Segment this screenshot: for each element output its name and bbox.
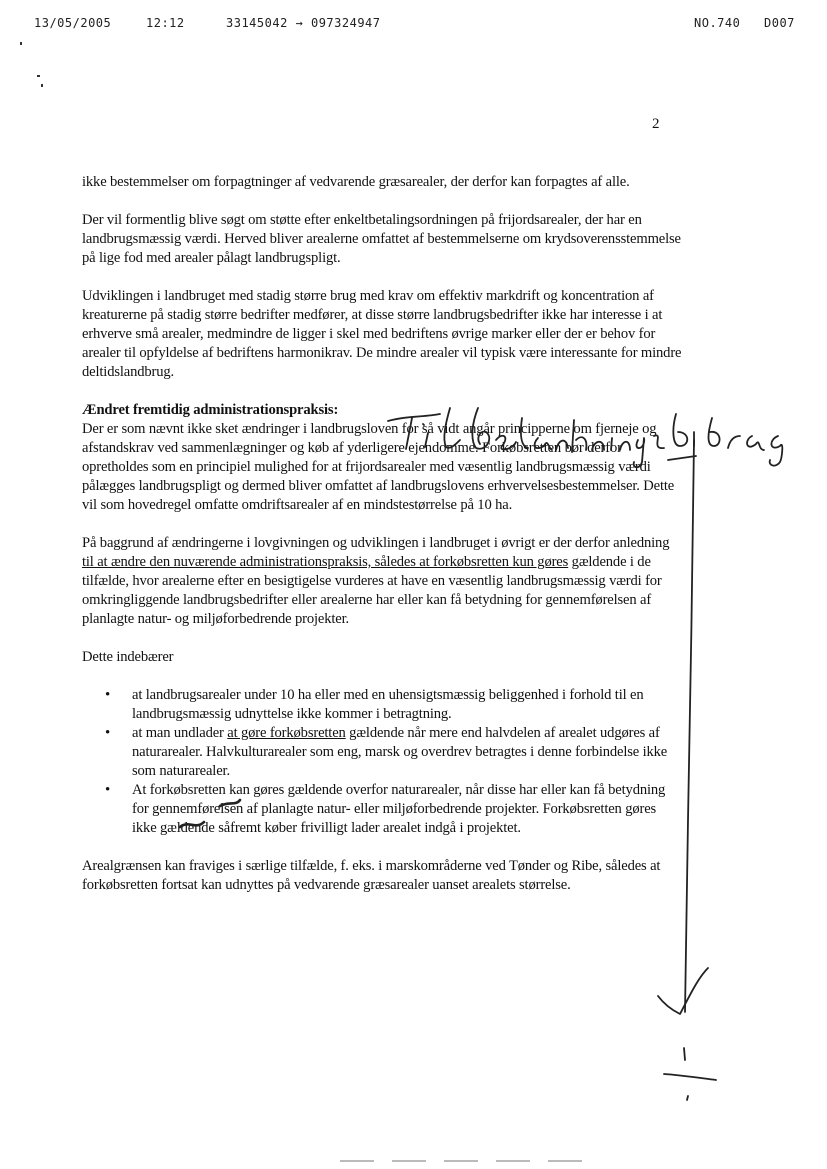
handwriting-sbidrag — [654, 414, 782, 466]
handwriting-dot — [687, 1096, 688, 1100]
handwriting-underscore — [664, 1074, 716, 1080]
handwriting-il — [423, 408, 460, 448]
handwriting-T — [388, 414, 440, 449]
fax-page: D007 — [764, 16, 795, 30]
fax-time: 12:12 — [146, 16, 185, 30]
paragraph-arealgraense: Arealgrænsen kan fraviges i særlige tilfælde, f. eks. i marskområderne ved Tønder og Ribe, således at forkøbsretten fortsat kan udnyttes på vedvarende græsarealer uanset arealets størrelse. — [82, 858, 661, 893]
text-run: gældende når mere end halvdelen af arealet udgøres af naturarealer. Halvkulturarealer som eng, marsk og overdrev betragtes i denne forbindelse ikke som naturarealer. — [132, 725, 668, 779]
scan-artifact — [444, 1160, 478, 1162]
handwriting-arrowhead-bottom — [658, 968, 708, 1014]
fax-date: 13/05/2005 — [34, 16, 112, 30]
list-item: • at landbrugsarealer under 10 ha eller med en uhensigtsmæssig beliggenhed i forhold til en landbrugsmæssig udnyttelse ikke kommer i betragtning. — [82, 686, 682, 724]
scan-artifact — [392, 1160, 426, 1162]
text-run: at man undlader — [132, 725, 228, 741]
list-item: • At forkøbsretten kan gøres gældende overfor naturarealer, når disse har eller kan få betydning for gennemførelsen af planlagte natur- eller miljøforbedrende projekter. Forkøbsretten gøres ikke gældende såfremt køber frivilligt lader arealet indgå i projektet. — [82, 781, 682, 838]
scan-artifact — [548, 1160, 582, 1162]
paragraph-forpagtning: ikke bestemmelser om forpagtninger af vedvarende græsarealer, der derfor kan forpagtes af alle. — [82, 174, 630, 190]
scan-artifact — [340, 1160, 374, 1162]
fax-numbers: 33145042 → 097324947 — [226, 16, 381, 30]
paragraph-forkobsret: Der er som nævnt ikke sket ændringer i landbrugsloven for så vidt angår principperne om fjerneje og afstandskrav ved sammenlægninger og køb af yderligere ejendomme. Forkøbsretten bør derfor opretholdes som en principiel mulighed for at frijordsarealer med væsentlig landbrugsmæssig værdi pålægges landbrugspligt og dermed bliver omfattet af landbrugslovens erhvervelsesbestemmelser. Dette vil som hovedregel omfatte omdriftsarealer af en mindstestørrelse på 10 ha. — [82, 421, 675, 513]
text-run: gældende i de tilfælde, hvor arealerne efter en besigtigelse vurderes at have en væsentlig landbrugsmæssig værdi for omkringliggende landbrugsbedrifter eller arealerne har eller kan få betydning for gennemførelsen af planlagte natur- og miljøforbedrende projekter. — [82, 554, 662, 627]
handwriting-strike — [220, 800, 240, 806]
page-number: 2 — [652, 116, 660, 132]
handwriting-kning — [592, 438, 644, 467]
paragraph-enkeltbetaling: Der vil formentlig blive søgt om støtte efter enkeltbetalingsordningen på frijordsarealer, der har en landbrugsmæssig værdi. Herved bliver arealerne omfattet af bestemmelserne om krydsoverensstemmelse på lige fod med arealer pålagt landbrugspligt. — [82, 212, 681, 266]
text-run: På baggrund af ændringerne i lovgivningen og udviklingen i landbruget i øvrigt er der derfor anledning — [82, 535, 670, 551]
handwriting-tick — [684, 1048, 685, 1060]
paragraph-indebaerer: Dette indebærer — [82, 649, 174, 665]
paragraph-udvikling: Udviklingen i landbruget med stadig større brug med krav om effektiv markdrift og koncentration af kreaturerne på stadig større bedrifter medfører, at disse større landbrugsbedrifter ikke har interesse i at erhverve små arealer, medmindre de ligger i skel med bedriftens øvrige marker eller der er behov for arealer til opfyldelse af bedriftens harmonikrav. De mindre arealer vil typisk være interessante for mindre deltidslandbrug. — [82, 288, 682, 380]
underlined-text: at gøre forkøbsretten — [227, 725, 346, 741]
handwriting-arrowhead-top — [668, 456, 696, 460]
handwriting-vertical-line — [685, 440, 694, 1012]
section-heading: Ændret fremtidig administrationspraksis: — [82, 402, 339, 418]
handwriting-strike — [180, 822, 204, 827]
handwriting-aen — [535, 420, 587, 452]
underlined-text: til at ændre den nuværende administrationspraksis, således at forkøbsretten kun gøres — [82, 554, 569, 570]
scan-artifact — [496, 1160, 530, 1162]
fax-ref-no: NO.740 — [694, 16, 741, 30]
handwriting-bet — [472, 408, 528, 449]
